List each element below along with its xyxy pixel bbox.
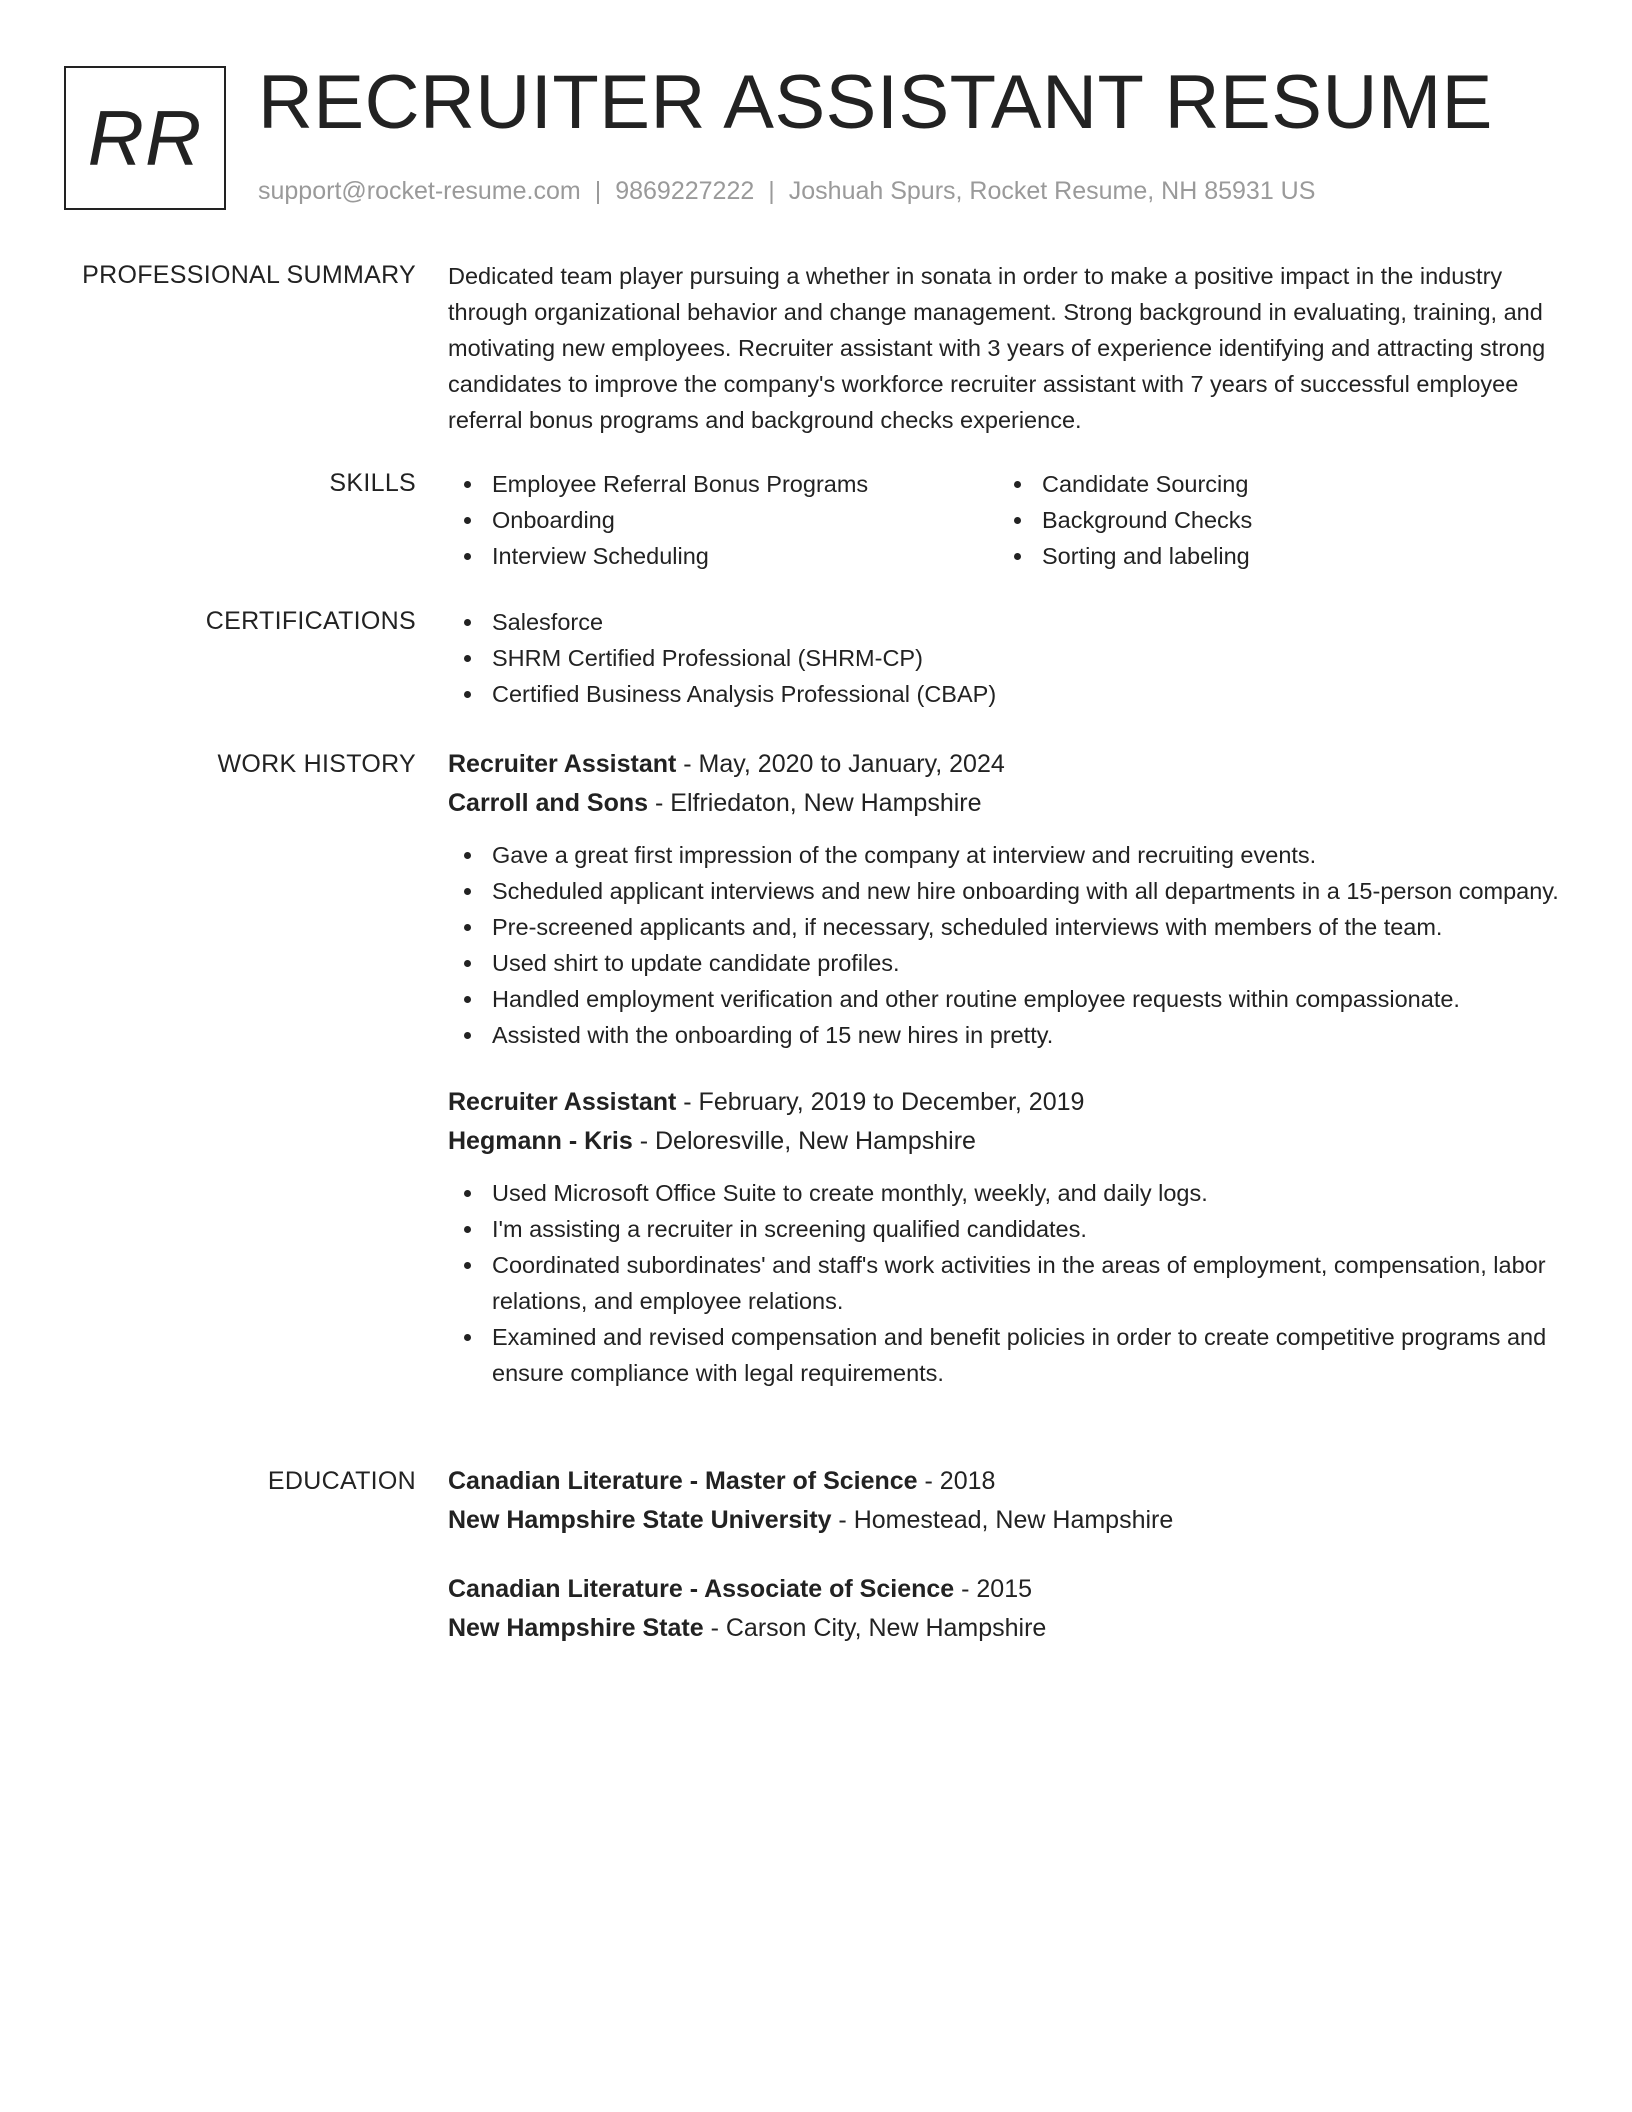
section-label: CERTIFICATIONS (205, 607, 416, 635)
contact-separator: | (594, 177, 602, 205)
degree-year: - 2015 (954, 1575, 1033, 1603)
skill-item: Candidate Sourcing (998, 466, 1548, 502)
school-line (448, 1501, 1572, 1540)
contact-separator: | (768, 177, 775, 205)
job-duties (448, 837, 1572, 1053)
job-duty: Pre-screened applicants and, if necessary, scheduled interviews with members of the team. (448, 909, 1572, 945)
school-location: - Carson City, New Hampshire (703, 1614, 1047, 1642)
contact-address: Joshuah Spurs, Rocket Resume, NH 85931 US (788, 177, 1316, 205)
job-company-line (448, 784, 1572, 823)
education-entry (448, 1462, 1572, 1540)
job-duty: Examined and revised compensation and benefit policies in order to create competitive programs and ensure compliance with legal requirements. (448, 1319, 1572, 1391)
job-entry (448, 745, 1572, 1053)
job-duty: Used Microsoft Office Suite to create monthly, weekly, and daily logs. (448, 1175, 1572, 1211)
job-company-line (448, 1122, 1572, 1161)
job-dates: - May, 2020 to January, 2024 (676, 750, 1005, 778)
job-duty: Used shirt to update candidate profiles. (448, 945, 1572, 981)
skill-item: Background Checks (998, 502, 1548, 538)
job-duty: I'm assisting a recruiter in screening qualified candidates. (448, 1211, 1572, 1247)
job-duty: Handled employment verification and other routine employee requests within compassionate. (448, 981, 1572, 1017)
education-list (448, 1462, 1572, 1678)
job-title-line (448, 1083, 1572, 1122)
job-title: Recruiter Assistant (448, 1088, 677, 1116)
contact-phone[interactable]: 9869227222 (615, 177, 755, 205)
job-title: Recruiter Assistant (448, 750, 677, 778)
job-entry (448, 1083, 1572, 1391)
skill-item: Sorting and labeling (998, 538, 1548, 574)
degree-line (448, 1570, 1572, 1609)
school-name: New Hampshire State University (448, 1506, 832, 1534)
education-entry (448, 1570, 1572, 1648)
job-duties (448, 1175, 1572, 1391)
job-duty: Coordinated subordinates' and staff's work activities in the areas of employment, compensation, labor relations, and employee relations. (448, 1247, 1572, 1319)
degree-name: Canadian Literature - Master of Science (448, 1467, 918, 1495)
job-location: - Elfriedaton, New Hampshire (648, 789, 982, 817)
certification-item: Salesforce (448, 604, 1572, 640)
skills-list (448, 466, 1572, 574)
section-label: SKILLS (329, 469, 416, 497)
contact-email[interactable]: support@rocket-resume.com (258, 177, 581, 205)
degree-line (448, 1462, 1572, 1501)
school-location: - Homestead, New Hampshire (831, 1506, 1174, 1534)
monogram-logo: RR (64, 66, 226, 210)
summary-text: Dedicated team player pursuing a whether in sonata in order to make a positive impact in the industry through organizational behavior and change management. Strong background in evaluating, training, and motivating new employees. Recruiter assistant with 3 years of experience identifying and attracting strong candidates to improve the company's workforce recruiter assistant with 7 years of successful employee referral bonus programs and background checks experience. (448, 263, 1546, 433)
job-location: - Deloresville, New Hampshire (632, 1127, 976, 1155)
skill-item: Employee Referral Bonus Programs (448, 466, 998, 502)
section-label: PROFESSIONAL SUMMARY (82, 261, 416, 289)
resume-title: RECRUITER ASSISTANT RESUME (258, 60, 1493, 145)
skills-column-1 (448, 466, 998, 574)
job-company: Hegmann - Kris (448, 1127, 633, 1155)
certification-item: SHRM Certified Professional (SHRM-CP) (448, 640, 1572, 676)
certifications-list (448, 604, 1572, 712)
school-line (448, 1609, 1572, 1648)
skill-item: Interview Scheduling (448, 538, 998, 574)
contact-line (258, 176, 1315, 206)
skill-item: Onboarding (448, 502, 998, 538)
certification-item: Certified Business Analysis Professional (CBAP) (448, 676, 1572, 712)
school-name: New Hampshire State (448, 1614, 704, 1642)
job-company: Carroll and Sons (448, 789, 649, 817)
job-title-line (448, 745, 1572, 784)
job-duty: Gave a great first impression of the company at interview and recruiting events. (448, 837, 1572, 873)
section-label: EDUCATION (267, 1467, 416, 1495)
job-duty: Scheduled applicant interviews and new hire onboarding with all departments in a 15-person company. (448, 873, 1572, 909)
degree-name: Canadian Literature - Associate of Science (448, 1575, 955, 1603)
work-history-list (448, 745, 1572, 1421)
job-duty: Assisted with the onboarding of 15 new hires in pretty. (448, 1017, 1572, 1053)
skills-column-2 (998, 466, 1548, 574)
section-label: WORK HISTORY (217, 750, 416, 778)
job-dates: - February, 2019 to December, 2019 (676, 1088, 1085, 1116)
degree-year: - 2018 (917, 1467, 996, 1495)
